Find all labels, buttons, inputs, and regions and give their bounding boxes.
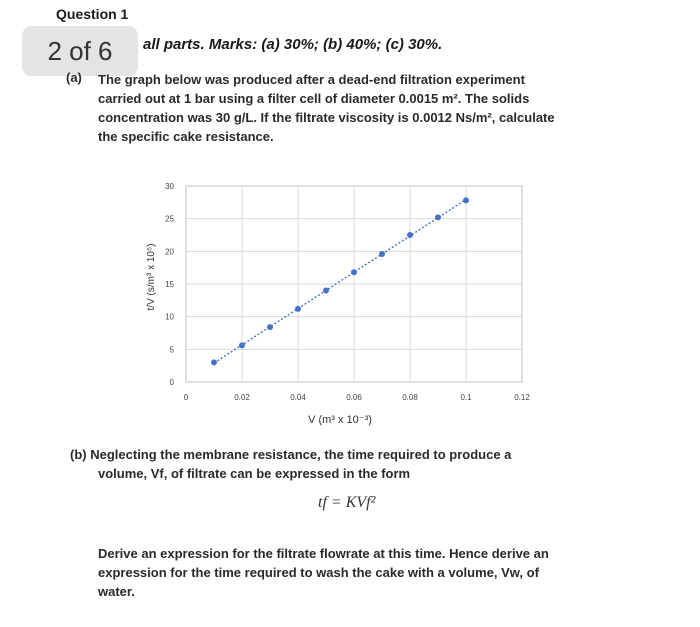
y-tick-label: 25: [165, 214, 174, 224]
data-point: [211, 359, 217, 365]
data-point: [435, 214, 441, 220]
time-formula: tf = KVf²: [318, 494, 376, 511]
x-tick-label: 0.06: [346, 393, 362, 402]
data-point: [239, 342, 245, 348]
data-point: [295, 306, 301, 312]
chart-trendline: [214, 200, 466, 364]
part-b-line-1: Neglecting the membrane resistance, the time required to produce a: [90, 447, 512, 462]
data-point: [463, 197, 469, 203]
chart-axes: [186, 186, 522, 382]
trendline: [214, 200, 466, 364]
part-c-line-3: water.: [98, 584, 135, 599]
part-a-line-4: the specific cake resistance.: [98, 129, 274, 144]
part-a-line-3: concentration was 30 g/L. If the filtrate viscosity is 0.0012 Ns/m², calculate: [98, 110, 555, 125]
y-tick-label: 15: [165, 280, 174, 289]
part-a-text: [98, 70, 658, 146]
part-b-label: (b): [70, 447, 87, 462]
data-point: [351, 269, 357, 275]
y-tick-label: 30: [165, 182, 174, 191]
part-c-line-1: Derive an expression for the filtrate flowrate at this time. Hence derive an: [98, 546, 549, 561]
part-a-line-2: carried out at 1 bar using a filter cell of diameter 0.0015 m². The solids: [98, 91, 530, 106]
part-b-text: [70, 445, 670, 483]
y-tick-label: 20: [165, 247, 174, 257]
marks-line: all parts. Marks: (a) 30%; (b) 40%; (c) 30%.: [143, 36, 443, 53]
y-tick-label: 0: [169, 378, 174, 387]
x-tick-label: 0.04: [290, 393, 306, 402]
y-tick-label: 10: [165, 312, 174, 322]
part-c-line-2: expression for the time required to wash the cake with a volume, Vw, of: [98, 565, 539, 580]
x-tick-label: 0.08: [402, 393, 418, 402]
y-tick-label: 5: [169, 345, 174, 355]
question-title: Question 1: [56, 6, 129, 22]
x-tick-label: 0.02: [234, 393, 250, 402]
part-a-line-1: The graph below was produced after a dead-end filtration experiment: [98, 72, 525, 87]
part-a-label: (a): [66, 70, 82, 85]
chart-gridlines: [186, 186, 522, 382]
data-point: [379, 251, 385, 257]
part-b-line-2: volume, Vf, of filtrate can be expressed in the form: [98, 466, 411, 481]
data-point: [323, 288, 329, 294]
chart-points: [211, 197, 469, 365]
chart-tick-labels: [165, 182, 530, 402]
page-indicator: 2 of 6: [22, 26, 138, 76]
part-c-text: [98, 544, 658, 601]
x-tick-label: 0.12: [514, 393, 530, 402]
x-tick-label: 0.1: [460, 393, 472, 402]
x-tick-label: 0: [183, 393, 189, 402]
x-axis-label: V (m³ x 10⁻³): [308, 414, 372, 426]
y-axis-label: t/V (s/m³ x 10⁵): [146, 243, 157, 311]
data-point: [267, 324, 273, 330]
plot-area-border: [186, 186, 522, 382]
data-point: [407, 232, 413, 238]
